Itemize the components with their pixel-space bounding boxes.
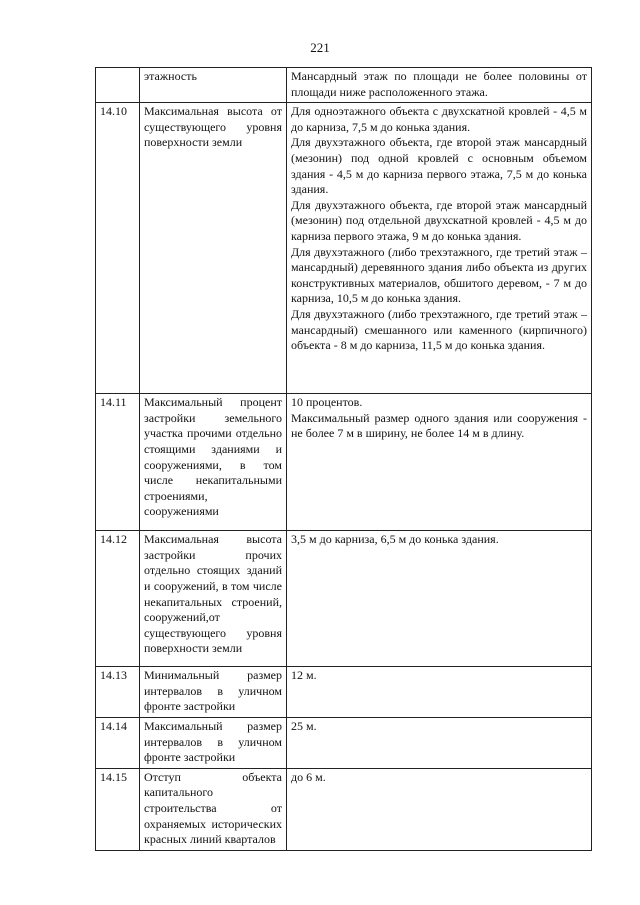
table-row [96, 667, 592, 718]
parameter-value [287, 717, 592, 768]
value-paragraph: Для двухэтажного объекта, где второй этаж мансардный (мезонин) под одной кровлей с основным объемом здания - 4,5 м до карниза первого этажа, 7,5 м до конька здания. [291, 135, 587, 197]
value-paragraph: 3,5 м до карниза, 6,5 м до конька здания. [291, 532, 499, 547]
page-number: 221 [310, 40, 330, 55]
value-paragraph: Для двухэтажного объекта, где второй этаж мансардный (мезонин) под отдельной двухскатной кровлей - 4,5 м до карниза первого этажа, 9 м до конька здания. [291, 197, 587, 243]
value-paragraph: Мансардный этаж по площади не более половины от площади ниже расположенного этажа. [291, 69, 587, 99]
value-paragraph: 25 м. [291, 718, 317, 733]
row-number: 14.13 [96, 667, 140, 718]
value-paragraph: Максимальный размер одного здания или сооружения - не более 7 м в ширину, не более 14 м в длину. [291, 410, 587, 441]
parameter-name: Отступ объекта капитального строительства от охраняемых исторических красных линий кварталов [140, 768, 287, 850]
value-paragraph: 12 м. [291, 668, 317, 683]
parameter-name: этажность [140, 68, 287, 103]
regulations-table [95, 67, 592, 851]
value-paragraph: Для двухэтажного (либо трехэтажного, где третий этаж – мансардный) смешанного или каменного (кирпичного) объекта - 8 м до карниза, 11,5 м до конька здания. [291, 306, 587, 353]
value-paragraph: до 6 м. [291, 769, 326, 784]
row-number: 14.11 [96, 394, 140, 531]
value-paragraph: 10 процентов. [291, 395, 363, 410]
row-number: 14.14 [96, 717, 140, 768]
parameter-name: Максимальный процент застройки земельного участка прочими отдельно стоящими зданиями и сооружениями, в том числе некапитальными строениями, сооружениями [140, 394, 287, 531]
parameter-name: Максимальная высота от существующего уровня поверхности земли [140, 103, 287, 394]
value-paragraph: Для одноэтажного объекта с двухскатной кровлей - 4,5 м до карниза, 7,5 м до конька здания. [291, 104, 587, 134]
table-row [96, 103, 592, 394]
table-row [96, 717, 592, 768]
parameter-value [287, 394, 592, 531]
row-number: 14.10 [96, 103, 140, 394]
parameter-value [287, 768, 592, 850]
row-number: 14.15 [96, 768, 140, 850]
parameter-value [287, 531, 592, 667]
value-paragraph: Для двухэтажного (либо трехэтажного, где третий этаж – мансардный) деревянного здания либо объекта из других конструктивных материалов, обшитого деревом, - 7 м до карниза, 10,5 м до конька здания. [291, 244, 587, 306]
parameter-name: Минимальный размер интервалов в уличном фронте застройки [140, 667, 287, 718]
parameter-value [287, 103, 592, 394]
row-number [96, 68, 140, 103]
table-row [96, 768, 592, 850]
table-row [96, 394, 592, 531]
table-row [96, 68, 592, 103]
row-number: 14.12 [96, 531, 140, 667]
parameter-value [287, 667, 592, 718]
parameter-name: Максимальная высота застройки прочих отдельно стоящих зданий и сооружений, в том числе некапитальных строений, сооружений,от существующего уровня поверхности земли [140, 531, 287, 667]
table-row [96, 531, 592, 667]
parameter-name: Максимальный размер интервалов в уличном фронте застройки [140, 717, 287, 768]
parameter-value [287, 68, 592, 103]
